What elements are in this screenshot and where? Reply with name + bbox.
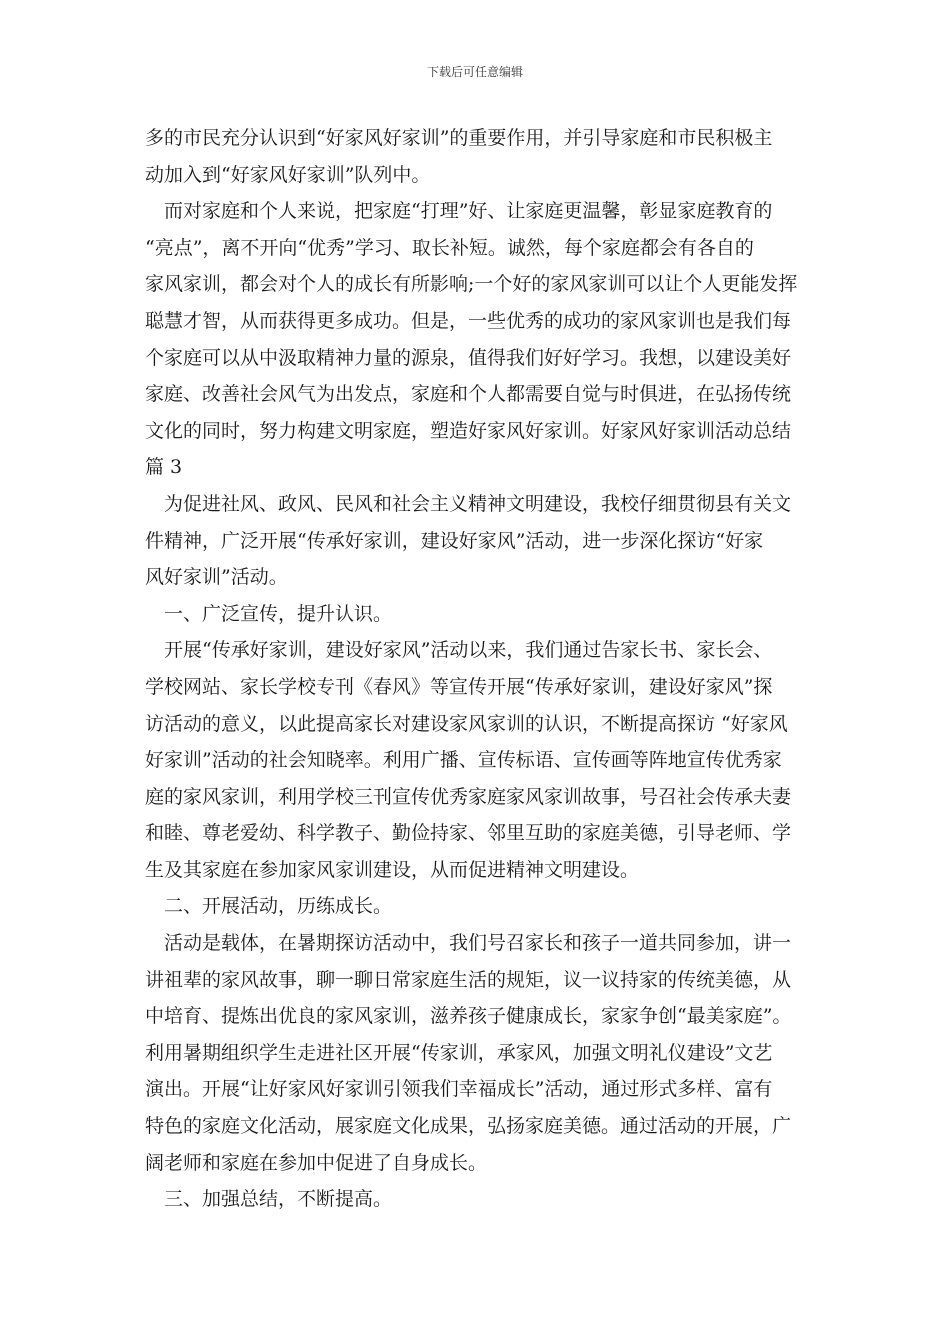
- text-line: 个家庭可以从中汲取精神力量的源泉，值得我们好好学习。我想，以建设美好: [145, 346, 792, 369]
- text-line: 讲祖辈的家风故事，聊一聊日常家庭生活的规矩，议一议持家的传统美德，从: [145, 968, 792, 991]
- text-line: 多的市民充分认识到“好家风好家训”的重要作用，并引导家庭和市民积极主: [145, 127, 773, 149]
- text-line: 为促进社风、政风、民风和社会主义精神文明建设，我校仔细贯彻县有关文: [164, 492, 792, 515]
- text-line: 访活动的意义，以此提高家长对建设家风家训的认识，不断提高探访 “好家风: [145, 712, 788, 735]
- text-line: 利用暑期组织学生走进社区开展“传家训，承家风，加强文明礼仪建设”文艺: [145, 1041, 773, 1064]
- text-line: 演出。开展“让好家风好家训引领我们幸福成长”活动，通过形式多样、富有: [145, 1078, 773, 1101]
- text-line: 和睦、尊老爱幼、科学教子、勤俭持家、邻里互助的家庭美德，引导老师、学: [145, 822, 792, 845]
- text-line: 一、广泛宣传，提升认识。: [164, 602, 393, 625]
- text-line: 生及其家庭在参加家风家训建设，从而促进精神文明建设。: [145, 858, 640, 881]
- text-line: 活动是载体，在暑期探访活动中，我们号召家长和孩子一道共同参加，讲一: [164, 932, 792, 955]
- text-line: 风好家训”活动。: [145, 566, 288, 589]
- text-line: 件精神，广泛开展“传承好家训，建设好家风”活动，进一步深化探访“好家: [145, 529, 764, 552]
- text-line: 中培育、提炼出优良的家风家训，滋养孩子健康成长，家家争创“最美家庭”。: [145, 1005, 792, 1028]
- text-line: 动加入到“好家风好家训”队列中。: [145, 163, 431, 186]
- text-line: 三、加强总结，不断提高。: [164, 1188, 393, 1211]
- text-line: 篇 3: [145, 456, 183, 479]
- text-line: 而对家庭和个人来说，把家庭“打理”好、让家庭更温馨，彰显家庭教育的: [164, 200, 773, 223]
- text-line: 二、开展活动，历练成长。: [164, 895, 393, 918]
- text-line: 特色的家庭文化活动，展家庭文化成果，弘扬家庭美德。通过活动的开展，广: [145, 1115, 792, 1138]
- text-line: 文化的同时，努力构建文明家庭，塑造好家风好家训。好家风好家训活动总结: [145, 419, 792, 442]
- text-line: 学校网站、家长学校专刊《春风》等宣传开展“传承好家训，建设好家风”探: [145, 675, 773, 698]
- text-line: 好家训”活动的社会知晓率。利用广播、宣传标语、宣传画等阵地宣传优秀家: [145, 749, 782, 772]
- text-line: 庭的家风家训，利用学校三刊宣传优秀家庭家风家训故事，号召社会传承夫妻: [145, 785, 792, 808]
- text-line: “亮点”，离不开向“优秀”学习、取长补短。诚然，每个家庭都会有各自的: [145, 236, 754, 259]
- text-line: 家风家训，都会对个人的成长有所影响;一个好的家风家训可以让个人更能发挥: [145, 273, 798, 296]
- text-line: 开展“传承好家训，建设好家风”活动以来，我们通过告家长书、家长会、: [164, 639, 773, 662]
- text-line: 家庭、改善社会风气为出发点，家庭和个人都需要自觉与时俱进，在弘扬传统: [145, 383, 792, 406]
- document-body: [145, 120, 813, 1218]
- text-line: 阔老师和家庭在参加中促进了自身成长。: [145, 1151, 488, 1174]
- text-line: 聪慧才智，从而获得更多成功。但是，一些优秀的成功的家风家训也是我们每: [145, 309, 792, 332]
- page-header: 下载后可任意编辑: [426, 65, 523, 79]
